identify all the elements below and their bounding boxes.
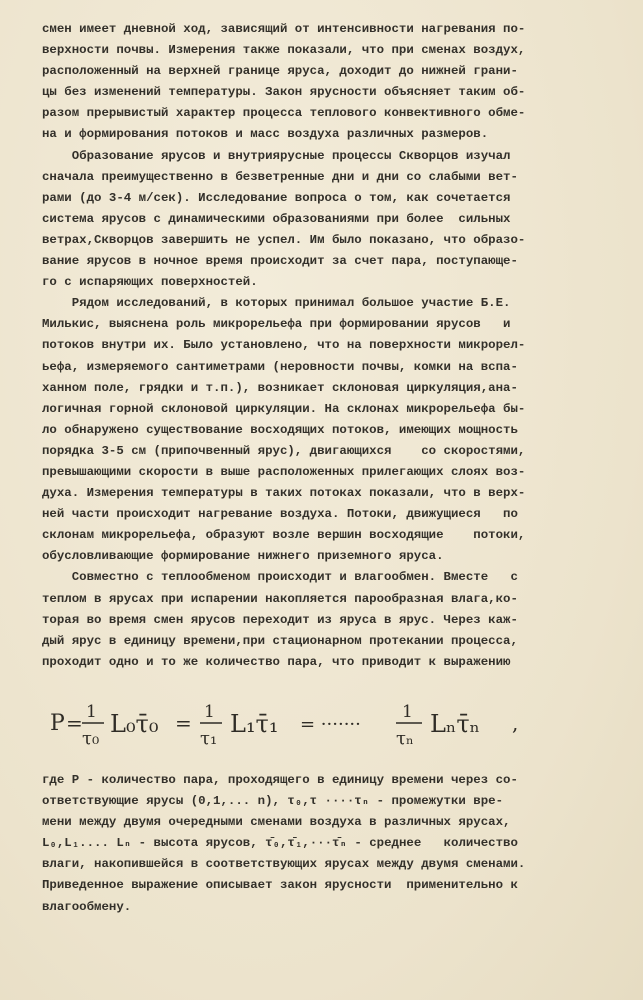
moisture-formula bbox=[50, 692, 590, 762]
text-line: порядка 3-5 см (припочвенный ярус), двигающихся со скоростями, bbox=[42, 443, 526, 458]
text-line: мени между двумя очередными сменами воздуха в различных ярусах, bbox=[42, 815, 511, 830]
formula-den-1: τ₁ bbox=[200, 728, 218, 749]
formula-den-0: τ₀ bbox=[82, 728, 100, 749]
text-line: ней части происходит нагревание воздуха. Потоки, движущиеся по bbox=[42, 507, 518, 522]
text-line: верхности почвы. Измерения также показали, что при сменах воздух, bbox=[42, 43, 526, 58]
text-line: L₀,L₁.... Lₙ - высота ярусов, τ̄₀,τ̄₁,···τ̄ₙ - среднее количество bbox=[42, 836, 518, 851]
formula-ellipsis: = ······· bbox=[300, 714, 361, 735]
text-line: превышающими скорости в выше расположенных прилегающих слоях воз- bbox=[42, 464, 526, 479]
text-line: ханном поле, грядки и т.п.), возникает склоновая циркуляция,ана- bbox=[42, 380, 518, 395]
text-line: ответствующие ярусы (0,1,... n), τ₀,τ ····τₙ - промежутки вре- bbox=[42, 794, 504, 809]
formula-eq-1: = bbox=[175, 711, 192, 735]
formula-term-0: L₀τ̄₀ bbox=[110, 710, 159, 738]
text-line: расположенный на верхней границе яруса, доходит до нижней грани- bbox=[42, 64, 518, 79]
formula-p: P bbox=[50, 711, 65, 736]
text-line: цы без изменений температуры. Закон ярусности объясняет таким об- bbox=[42, 85, 526, 100]
text-line: разом прерывистый характер процесса теплового конвективного обме- bbox=[42, 106, 526, 121]
text-line: торая во время смен ярусов переходит из яруса в ярус. Через каж- bbox=[42, 612, 518, 627]
text-line: ветрах,Скворцов завершить не успел. Им было показано, что образо- bbox=[42, 232, 526, 247]
text-line: го с испаряющих поверхностей. bbox=[42, 275, 258, 290]
text-line: Образование ярусов и внутриярусные процессы Скворцов изучал bbox=[42, 148, 511, 163]
text-line: влагообмену. bbox=[42, 899, 132, 914]
text-line: склонам микрорельефа, образуют возле вершин восходящие потоки, bbox=[42, 528, 526, 543]
text-line: сначала преимущественно в безветренные дни и дни со слабыми вет- bbox=[42, 169, 518, 184]
formula-num-n: 1 bbox=[402, 702, 413, 722]
text-line: дый ярус в единицу времени,при стационарном протекании процесса, bbox=[42, 633, 518, 648]
text-line: система ярусов с динамическими образованиями при более сильных bbox=[42, 211, 511, 226]
text-line: ьефа, измеряемого сантиметрами (неровности почвы, комки на вспа- bbox=[42, 359, 518, 374]
body-text-top bbox=[42, 19, 607, 673]
text-line: Приведенное выражение описывает закон ярусности применительно к bbox=[42, 878, 518, 893]
text-line: духа. Измерения температуры в таких потоках показали, что в верх- bbox=[42, 486, 526, 501]
text-line: Милькис, выяснена роль микрорельефа при формировании ярусов и bbox=[42, 317, 511, 332]
text-line: теплом в ярусах при испарении накопляется парообразная влага,ко- bbox=[42, 591, 518, 606]
formula-eq: = bbox=[66, 711, 83, 735]
text-line: потоков внутри их. Было установлено, что на поверхности микрорел- bbox=[42, 338, 526, 353]
text-line: проходит одно и то же количество пара, что приводит к выражению bbox=[42, 654, 511, 669]
text-line: на и формирования потоков и масс воздуха различных размеров. bbox=[42, 127, 489, 142]
text-line: рами (до 3-4 м/сек). Исследование вопроса о том, как сочетается bbox=[42, 190, 511, 205]
formula-term-1: L₁τ̄₁ bbox=[230, 710, 279, 738]
text-line: Совместно с теплообменом происходит и влагообмен. Вместе с bbox=[42, 570, 518, 585]
text-line: смен имеет дневной ход, зависящий от интенсивности нагревания по- bbox=[42, 22, 526, 36]
text-line: ло обнаружено существование восходящих потоков, имеющих мощность bbox=[42, 422, 518, 437]
formula-term-n: Lₙτ̄ₙ bbox=[430, 710, 480, 738]
text-line: где P - количество пара, проходящего в единицу времени через со- bbox=[42, 773, 518, 787]
formula-comma: , bbox=[512, 711, 519, 735]
text-line: влаги, накопившейся в соответствующих ярусах между двумя сменами. bbox=[42, 857, 526, 872]
text-line: Рядом исследований, в которых принимал большое участие Б.Е. bbox=[42, 296, 511, 311]
text-line: логичная горной склоновой циркуляции. На склонах микрорельефа бы- bbox=[42, 401, 526, 416]
text-line: вание ярусов в ночное время происходит за счет пара, поступающе- bbox=[42, 254, 518, 269]
body-text-bottom bbox=[42, 770, 607, 918]
formula-den-n: τₙ bbox=[396, 728, 414, 749]
formula-num-0: 1 bbox=[86, 702, 97, 722]
formula-num-1: 1 bbox=[204, 702, 215, 722]
text-line: обусловливающие формирование нижнего приземного яруса. bbox=[42, 549, 444, 564]
